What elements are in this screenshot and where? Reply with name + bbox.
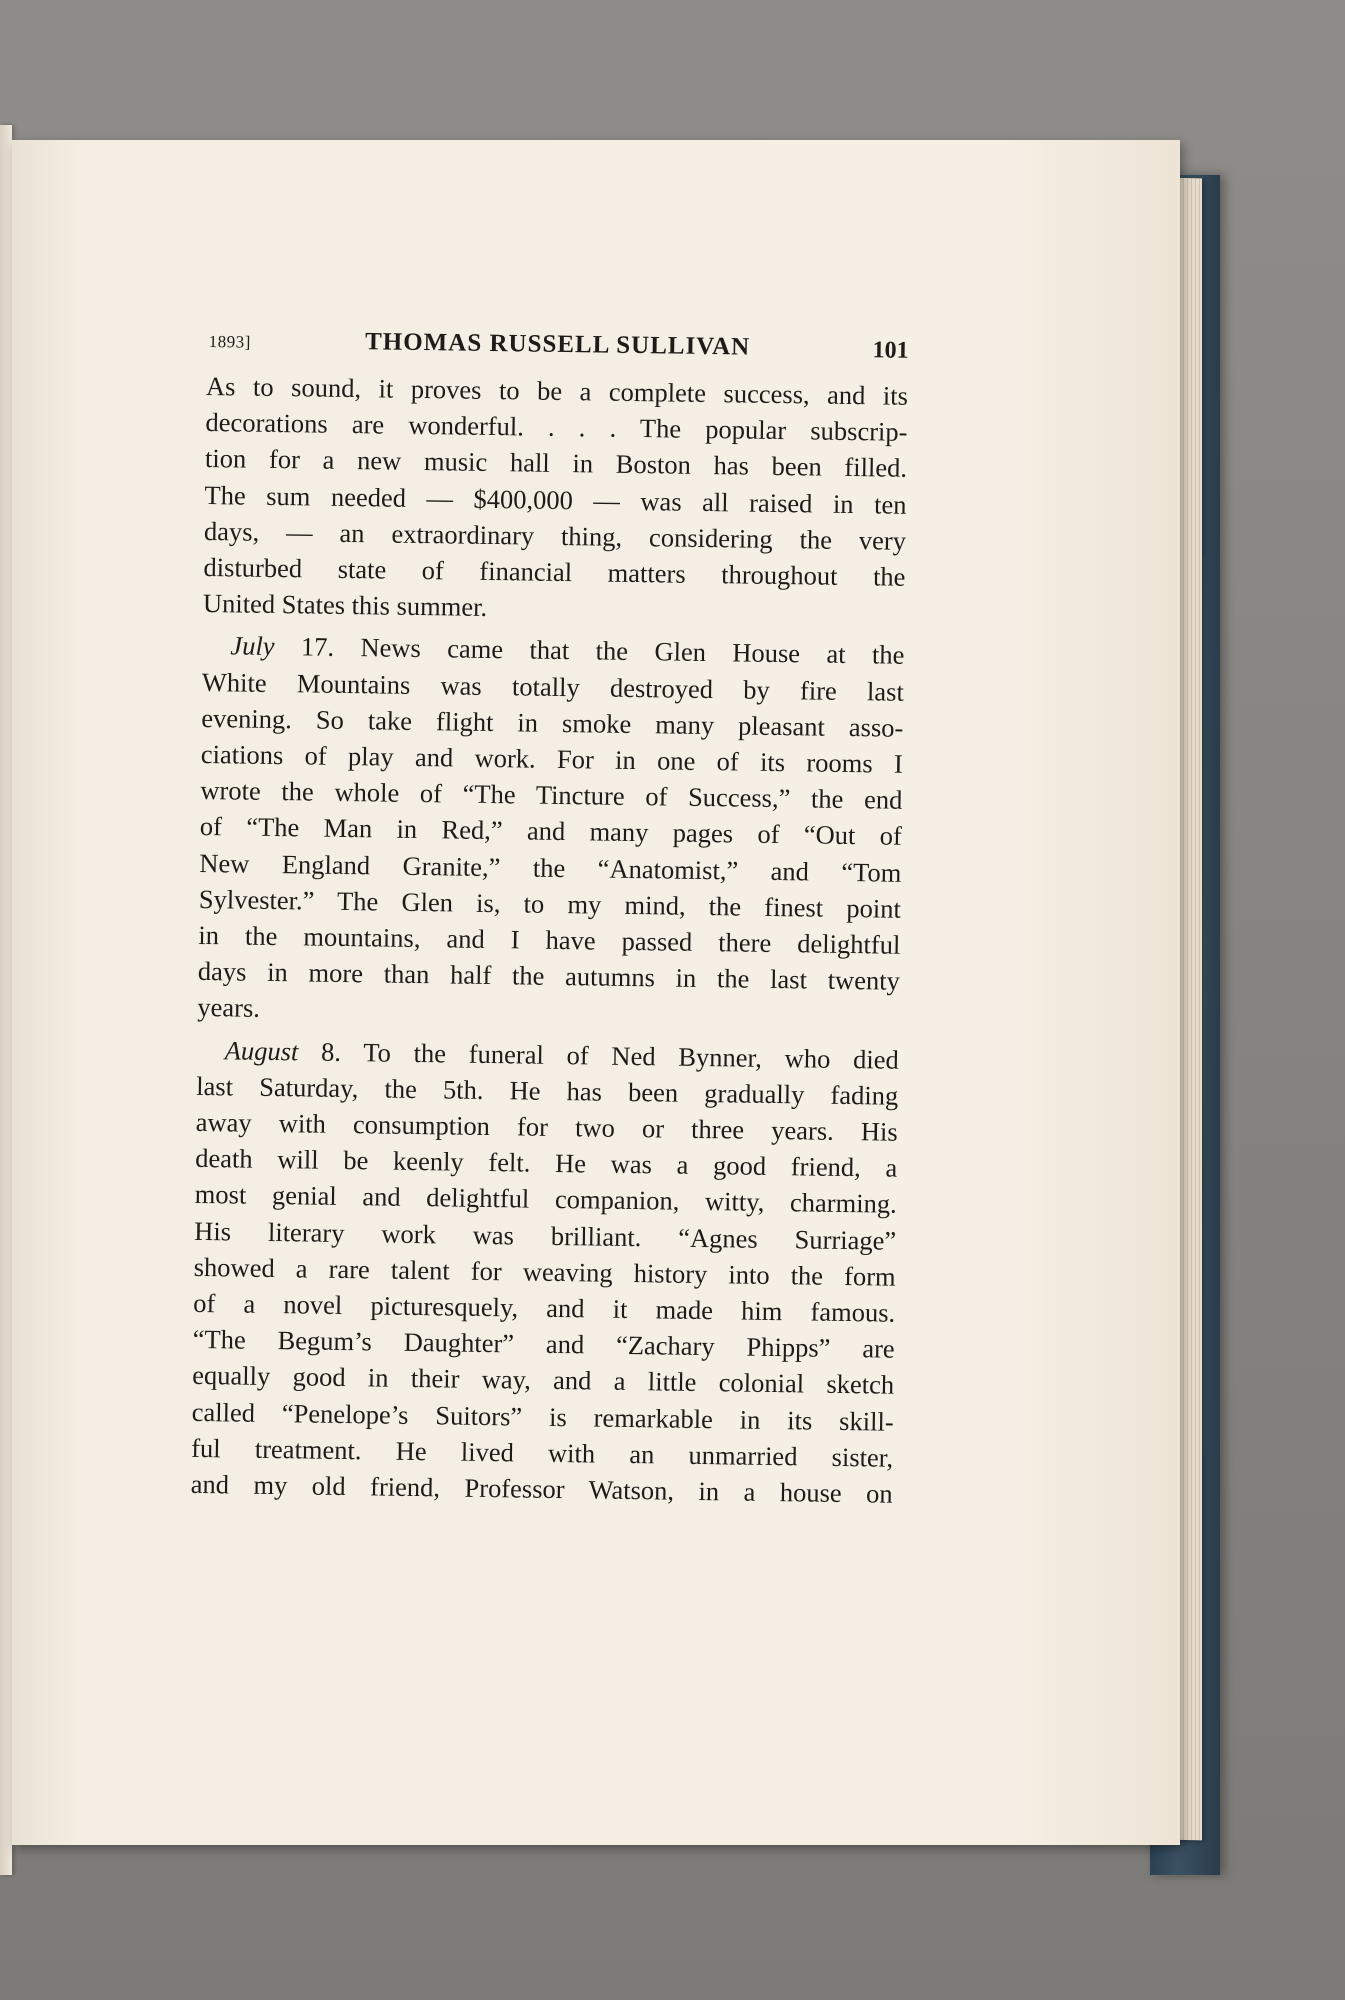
text-line: years. — [197, 992, 261, 1024]
text-line: ful treatment. He lived with an unmarried sister, — [191, 1432, 894, 1473]
text-line: of a novel picturesquely, and it made him famous. — [193, 1287, 896, 1328]
text-line: death will be keenly felt. He was a good friend, a — [195, 1143, 898, 1183]
text-line: away with consumption for two or three years. His — [195, 1106, 898, 1147]
text-block — [190, 318, 909, 1518]
text-line: Sylvester.” The Glen is, to my mind, the finest point — [198, 883, 902, 924]
running-head-year: 1893] — [208, 332, 251, 352]
text-line: evening. So take flight in smoke many pleasant asso- — [201, 702, 904, 743]
text-line: As to sound, it proves to be a complete success, and its — [205, 370, 909, 411]
entry-first-line: 8. To the funeral of Ned Bynner, who died — [298, 1036, 899, 1075]
text-line: equally good in their way, and a little colonial sketch — [192, 1360, 895, 1401]
running-head-title: THOMAS RUSSELL SULLIVAN — [364, 328, 751, 361]
text-line: tion for a new music hall in Boston has been filled. — [204, 443, 908, 484]
text-line: His literary work was brilliant. “Agnes Surriage” — [194, 1215, 897, 1256]
text-line: “The Begum’s Daughter” and “Zachary Phipps” are — [192, 1324, 895, 1364]
text-line: days in more than half the autumns in the last twenty — [197, 956, 901, 996]
text-line: days, — an extraordinary thing, considering the very — [203, 515, 907, 556]
text-line: ciations of play and work. For in one of its rooms I — [200, 738, 904, 779]
paragraph-july-17 — [197, 627, 904, 1035]
paragraph-august-8 — [190, 1032, 899, 1512]
text-line: wrote the whole of “The Tincture of Success,” the end — [200, 775, 903, 815]
entry-first-line: 17. News came that the Glen House at the — [274, 631, 905, 671]
book-page — [12, 140, 1180, 1845]
text-line: The sum needed — $400,000 — was all raised in ten — [204, 479, 907, 520]
text-line: last Saturday, the 5th. He has been gradually fading — [196, 1070, 899, 1111]
text-line: called “Penelope’s Suitors” is remarkable in its skill- — [191, 1396, 894, 1437]
entry-date: August — [224, 1034, 299, 1067]
text-line: decorations are wonderful. . . . The popular subscrip- — [205, 407, 908, 447]
text-line: and my old friend, Professor Watson, in a house on — [190, 1468, 893, 1509]
text-line: of “The Man in Red,” and many pages of “Out of — [199, 811, 903, 852]
text-line: New England Granite,” the “Anatomist,” and “Tom — [199, 847, 902, 888]
text-line: disturbed state of financial matters throughout the — [203, 551, 906, 592]
text-line: United States this summer. — [202, 588, 488, 623]
text-line: White Mountains was totally destroyed by fire last — [201, 666, 905, 707]
text-line: most genial and delightful companion, witty, charming. — [194, 1179, 897, 1220]
text-line: showed a rare talent for weaving history into the form — [193, 1251, 896, 1292]
entry-date: July — [230, 630, 275, 662]
page-number: 101 — [872, 337, 909, 364]
running-head — [206, 318, 909, 372]
paragraph-1 — [203, 368, 908, 631]
text-line: in the mountains, and I have passed there delightful — [198, 919, 901, 960]
facing-page-edge — [0, 125, 12, 1875]
